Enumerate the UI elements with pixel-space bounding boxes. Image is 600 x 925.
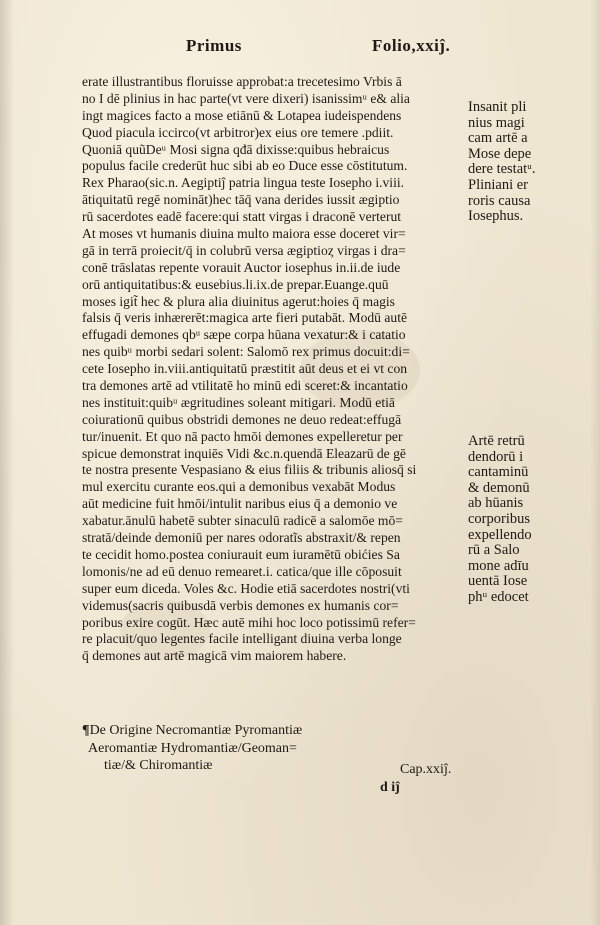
body-text-line: stratā/deinde demoniū per nares odoratĩs abstraxit/& repen [82, 530, 401, 546]
gloss-line: rū a Salo [468, 542, 520, 559]
body-text-line: poribus exire cogūt. Hæc autē mihi hoc loco potissimū refer= [82, 614, 416, 630]
body-text-line: falsis q̄ veris inhærerēt:magica arte fieri putabāt. Modū autē [82, 310, 408, 326]
body-text-line: erate illustrantibus floruisse approbat:a trecetesimo Vrbis ā [82, 74, 402, 89]
body-text-line: nes instituit:quibᵘ ægritudines soleant mitigari. Modū etiā [82, 394, 395, 410]
heading-line-1: De Origine Necromantiæ Pyromantiæ [89, 723, 303, 738]
heading-line-3: tiæ/& Chiromantiæ [104, 758, 213, 773]
gloss-line: & demonū [468, 479, 530, 496]
body-text-line: moses igit̃ hec & plura alia diuinitus agerut:hoies q̄ magis [82, 293, 395, 309]
body-text-line: coiurationū quibus obstridi demones ne deuo redeat:effugā [82, 411, 402, 427]
body-text-line: conē trāslatas repente vorauit Auctor iosephus in.ii.de iude [82, 259, 401, 275]
heading-line-2: Aeromantiæ Hydromantiæ/Geoman= [88, 740, 297, 756]
running-head-left: Primus [186, 36, 242, 55]
body-text-line: Quod piacula iccirco(vt arbitror)ex eius ore temere .pdiit. [82, 124, 394, 140]
gloss-line: phᵘ edocet [468, 588, 529, 605]
body-text-line: re placuit/quo legentes facile intelligant diuina verba longe [82, 631, 402, 647]
body-text-line: q̄ demones aut artē magicā vim maiorem habere. [82, 648, 347, 664]
gloss-line: Pliniani er [468, 176, 529, 193]
body-text-line: xabatur.ānulū habetē subter sinaculū radicē a salomōe mō= [82, 513, 403, 529]
body-text-line: tur/inuenit. Et quo nā pacto hmōi demones expelleretur per [82, 428, 403, 444]
main-text-block [82, 74, 474, 665]
body-text-line: populus facile crederūt huc sibi ab eo Duce esse cōstitutum. [82, 158, 408, 174]
gloss-line: Insanit pli [468, 99, 527, 115]
body-text-line: ingt magices facto a mose etiānū & Lotapea iudeispendens [82, 107, 402, 123]
pilcrow-mark: ¶ [82, 723, 90, 738]
body-text-line: videmus(sacris quibusdā verbis demones ex humanis cor= [82, 597, 399, 613]
signature-mark: d iĵ [380, 780, 400, 795]
body-text-line: te cecidit homo.postea coniurauit eum iuramētū obićies Sa [82, 546, 400, 562]
body-text-line: spicue demonstrat inquiēs Vidi &c.n.quendā Eleazarū de gē [82, 445, 406, 461]
gloss-line: cam artē a [468, 130, 528, 147]
gloss-line: corporibus [468, 510, 531, 527]
body-text-line: cete Iosepho in.viii.antiquitatū præstitit aūt deus et ei vt con [82, 361, 408, 377]
body-text-line: no I dē plinius in hac parte(vt vere dixeri) isanissimᵘ e& alia [82, 90, 410, 106]
marginal-gloss-1 [468, 100, 578, 225]
body-text-line: super eum diceda. Voles &c. Hodie etiā sacerdotes nostri(vti [82, 580, 410, 596]
marginal-gloss-2 [468, 434, 578, 606]
body-text-line: Rex Pharao(sic.n. Aegiptiĵ patria lingua teste Iosepho i.viii. [82, 175, 405, 191]
outer-edge-shadow [590, 0, 600, 925]
gloss-line: dendorū i [468, 448, 524, 465]
body-text-line: At moses vt humanis diuina multo maiora esse doceret vir= [82, 226, 406, 242]
gutter-shadow [0, 0, 14, 925]
gloss-line: Artē retrū [468, 433, 525, 449]
body-text-line: ātiquitatū regē nomināt)hec tāq̄ vana derides iussit ægiptio [82, 192, 400, 208]
gloss-line: nius magi [468, 114, 525, 131]
gloss-line: expellendo [468, 526, 532, 543]
body-text-line: gā in terrā proiecit/q̄ in colubrū versa ægiptioȥ virgas i dra= [82, 242, 406, 258]
body-text-line: mul exercitu curante eos.qui a demonibus vexabāt Modus [82, 479, 396, 495]
chapter-number: Cap.xxiĵ. [400, 762, 452, 777]
body-text-line: te nostra presente Vespasiano & eius filiis & tribunis aliosq̄ si [82, 462, 417, 478]
body-text-line: nes quibᵘ morbi sedari solent: Salomō rex primus docuit:di= [82, 344, 410, 360]
gloss-line: Mose depe [468, 145, 532, 162]
gloss-line: dere testatᵘ. [468, 161, 536, 178]
gloss-line: ab hūanis [468, 495, 524, 512]
folio-number: Folio,xxiĵ. [372, 36, 451, 55]
body-text-line: effugadi demones qbᵘ sæpe corpa hūana vexatur:& i catatio [82, 327, 406, 343]
gloss-line: mone adīu [468, 557, 529, 574]
gloss-line: uentā Iose [468, 573, 528, 590]
body-text-line: lomonis/ne ad eū denuo remearet.i. catica/que ille cōposuit [82, 563, 402, 579]
body-text-line: Quoniā quũDeᵘ Mosi signa qđā dixisse:quibus hebraicus [82, 141, 390, 157]
gloss-line: Iosephus. [468, 208, 524, 225]
body-text-line: orū antiquitatibus:& eusebius.li.ix.de prepar.Euange.quū [82, 276, 389, 292]
gloss-line: cantaminū [468, 464, 529, 481]
body-text-line: rū sacerdotes eadē facere:qui statt virgas i draconē verterut [82, 209, 402, 225]
gloss-line: roris causa [468, 192, 531, 209]
body-text-line: aūt medicine fuit hmōi/intulit naribus eius q̄ a demonio ve [82, 496, 398, 512]
body-text-line: tra demones artē ad vtilitatē ho minū edi sceret:& incantatio [82, 378, 408, 394]
